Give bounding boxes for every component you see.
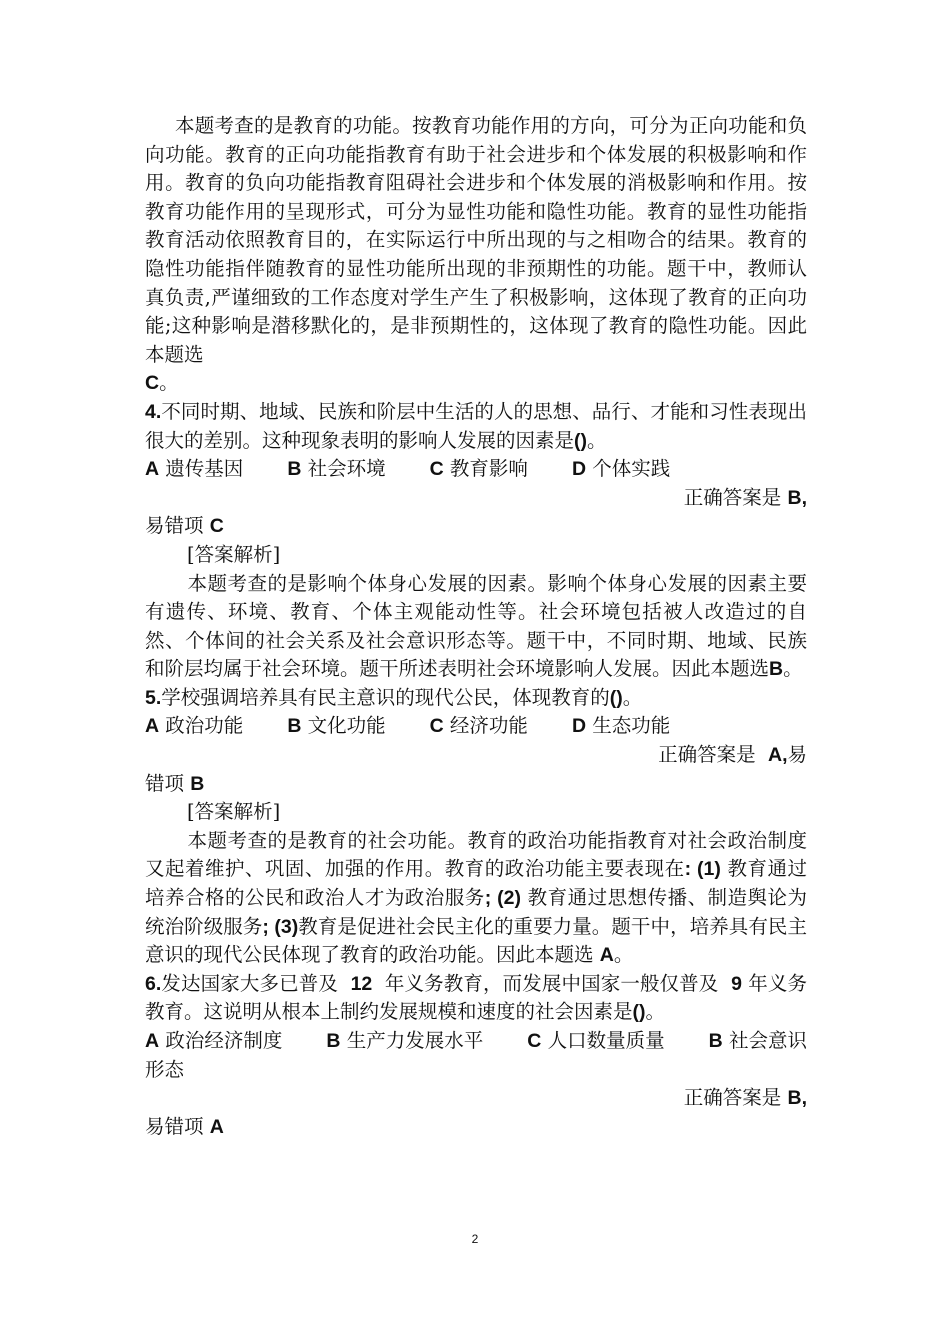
q3-analysis-letter: C	[145, 372, 160, 395]
option-text: 人口数量质量	[547, 1029, 665, 1052]
q4-paren: ()	[574, 429, 588, 452]
option-letter: B	[287, 715, 302, 738]
q6-stem-text: 发达国家大多已普及	[161, 971, 338, 995]
q5-stem-end: 。	[622, 685, 643, 709]
q5-analysis-end: 。	[613, 943, 634, 967]
option-letter: C	[429, 715, 444, 738]
q5-paren: ()	[609, 686, 623, 709]
q4-analysis-end: 。	[783, 657, 803, 681]
q3-analysis-end: 。	[159, 371, 179, 395]
q4-stem-end: 。	[587, 428, 607, 452]
q6-number: 6.	[145, 972, 162, 995]
option-letter: C	[527, 1030, 542, 1052]
q5-analysis-text: 教育通过思想传播、制造舆论为统治阶级服务	[145, 886, 807, 938]
option-letter: B	[287, 458, 302, 481]
q6-option	[326, 1029, 505, 1052]
q6-paren: ()	[632, 1001, 646, 1024]
q5-analysis-text: 本题考查的是教育的社会功能。教育的政治功能指教育对社会政治制度又起着维护、巩固、加强的作用。教育的政治功能主要表现在	[145, 828, 807, 881]
point-marker: ; (3)	[262, 915, 299, 938]
q6-stem-text: 年义务教育，而发展中国家一般仅普及	[384, 971, 719, 995]
q4-option	[430, 457, 550, 480]
q4-wrong	[145, 512, 807, 541]
q5-option	[287, 714, 407, 737]
q5-wrong	[145, 770, 807, 799]
answer-value: A,	[767, 744, 788, 767]
q6-stem	[145, 970, 807, 1027]
analysis-title-text: [答案解析]	[187, 542, 281, 566]
q6-number-12: 12	[350, 972, 373, 995]
q4-analysis-letter: B	[769, 658, 784, 681]
option-letter: C	[429, 458, 444, 481]
option-letter: B	[708, 1030, 723, 1052]
q6-option	[527, 1029, 686, 1052]
option-text: 个体实践	[592, 457, 671, 481]
wrong-value: B	[190, 772, 205, 795]
wrong-value: C	[209, 515, 224, 538]
q4-analysis-title	[145, 541, 807, 570]
q4-stem	[145, 398, 807, 455]
q4-analysis-text: 本题考查的是影响个体身心发展的因素。影响个体身心发展的因素主要有遗传、环境、教育、个体主观能动性等。社会环境包括被人改造过的自然、个体间的社会关系及社会意识形态等。题干中，不同时期、地域、民族和阶层均属于社会环境。题干所述表明社会环境影响人发展。因此本题选	[145, 571, 807, 681]
document-page	[145, 112, 807, 1141]
q6-wrong	[145, 1113, 807, 1142]
option-text: 生产力发展水平	[346, 1029, 484, 1052]
q6-answer	[145, 1084, 807, 1113]
q5-analysis-title	[145, 798, 807, 827]
wrong-value: A	[209, 1115, 224, 1138]
option-text: 政治经济制度	[165, 1029, 283, 1052]
answer-value: B,	[787, 1087, 807, 1110]
q6-stem-end: 。	[645, 1000, 666, 1024]
analysis-title-text: [答案解析]	[187, 800, 281, 824]
q4-answer	[145, 484, 807, 513]
q5-number: 5.	[145, 686, 162, 709]
q4-stem-text: 不同时期、地域、民族和阶层中生活的人的思想、品行、才能和习性表现出很大的差别。这种现象表明的影响人发展的因素是	[145, 399, 807, 452]
wrong-label: 错项	[145, 771, 185, 795]
option-letter: B	[326, 1030, 341, 1052]
option-text: 社会环境	[307, 457, 386, 481]
option-text: 经济功能	[449, 714, 528, 738]
q4-analysis	[145, 570, 807, 684]
q5-options	[145, 712, 807, 741]
q3-analysis-text: 本题考查的是教育的功能。按教育功能作用的方向，可分为正向功能和负向功能。教育的正向功能指教育有助于社会进步和个体发展的积极影响和作用。教育的负向功能指教育阻碍社会进步和个体发展的消极影响和作用。按教育功能作用的呈现形式，可分为显性功能和隐性功能。教育的显性功能指教育活动依照教育目的，在实际运行中所出现的与之相吻合的结果。教育的隐性功能指伴随教育的显性功能所出现的非预期性的功能。题干中，教师认真负责,严谨细致的工作态度对学生产生了积极影响，这体现了教育的正向功能;这种影响是潜移默化的，是非预期性的，这体现了教育的隐性功能。因此本题选	[145, 114, 807, 366]
q5-stem	[145, 684, 807, 713]
q5-analysis-letter: A	[599, 944, 614, 967]
answer-value: B,	[787, 486, 807, 509]
option-text: 遗传基因	[165, 457, 244, 481]
q5-analysis-text: 教育通过培养合格的公民和政治人才为政治服务	[145, 857, 807, 910]
option-text: 政治功能	[165, 714, 244, 738]
option-letter: D	[571, 715, 587, 738]
q5-option	[572, 714, 692, 737]
wrong-label: 易错项	[145, 514, 204, 538]
option-letter: A	[145, 1030, 160, 1052]
point-marker: : (1)	[684, 858, 721, 881]
option-text: 生态功能	[592, 714, 671, 738]
q4-option	[287, 457, 407, 480]
q5-stem-text: 学校强调培养具有民主意识的现代公民，体现教育的	[161, 685, 610, 709]
q5-option	[430, 714, 550, 737]
q6-option	[145, 1029, 304, 1052]
q6-options	[145, 1027, 807, 1084]
q6-number-9: 9	[731, 972, 742, 995]
point-marker: ; (2)	[484, 887, 521, 910]
option-text: 文化功能	[307, 714, 386, 738]
q4-number: 4.	[145, 400, 162, 423]
q5-analysis-text: 教育是促进社会民主化的重要力量。题干中，培养具有民主意识的现代公民体现了教育的政治功能。因此本题选	[145, 914, 807, 967]
option-letter: A	[145, 458, 160, 481]
q4-options	[145, 455, 807, 484]
q3-analysis-paragraph	[145, 112, 807, 398]
q6-stem-text: 年义务教育。这说明从根本上制约发展规模和速度的社会因素是	[145, 971, 807, 1024]
q5-answer	[145, 741, 807, 770]
answer-label: 正确答案是	[683, 1086, 782, 1110]
option-text: 社会意识形态	[145, 1029, 807, 1081]
q5-analysis	[145, 827, 807, 970]
option-text: 教育影响	[449, 457, 528, 481]
answer-label: 正确答案是	[683, 485, 782, 509]
q5-option	[145, 714, 265, 737]
wrong-label: 易错项	[145, 1114, 204, 1138]
wrong-label-part: 易	[787, 743, 807, 767]
option-letter: D	[571, 458, 587, 481]
page-number: 2	[471, 1232, 479, 1246]
answer-label: 正确答案是	[658, 743, 756, 767]
q4-option	[572, 457, 692, 480]
option-letter: A	[145, 715, 160, 738]
q4-option	[145, 457, 265, 480]
